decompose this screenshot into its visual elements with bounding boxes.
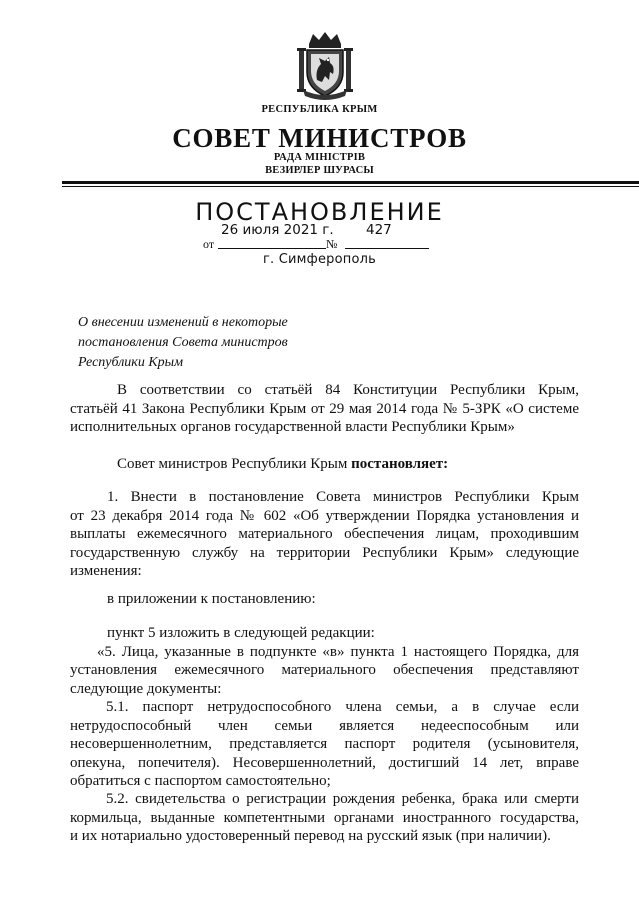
text-line: опекуна, попечителя). Несовершеннолетний, достигший 14 лет, вправе — [70, 754, 579, 771]
council-title-ukrainian: РАДА МІНІСТРІВ — [273, 152, 366, 163]
text-line: изменения: — [70, 563, 142, 579]
text-line: и их нотариально удостоверенный перевод на русский язык (при наличии). — [70, 828, 551, 844]
republic-name: РЕСПУБЛИКА КРЫМ — [261, 104, 378, 115]
text-line: статьёй 41 Закона Республики Крым от 29 мая 2014 года № 5-ЗРК «О системе — [70, 400, 579, 417]
number-underline — [345, 248, 429, 249]
text-line: 5.1. паспорт нетрудоспособного члена семьи, а в случае если — [106, 699, 579, 715]
point-5-2-paragraph — [70, 790, 579, 846]
text-line: несовершеннолетним, представляется паспорт родителя (усыновителя, — [70, 736, 579, 752]
text-line: выплаты ежемесячного материального обеспечения лицам, проходившим — [70, 526, 579, 542]
council-title: СОВЕТ МИНИСТРОВ — [172, 123, 467, 153]
text-line: от 23 декабря 2014 года № 602 «Об утверждении Порядка установления и — [70, 507, 579, 524]
point-5-paragraph — [70, 624, 579, 698]
council-title-crimean-tatar: ВЕЗИРЛЕР ШУРАСЫ — [265, 165, 374, 176]
text-line: следующие документы: — [70, 680, 222, 697]
text-line: исполнительных органов государственной власти Республики Крым» — [70, 419, 515, 435]
text-line: обратиться с паспортом самостоятельно; — [70, 773, 331, 789]
text-line: «5. Лица, указанные в подпункте «в» пункта 1 настоящего Порядка, для — [97, 643, 579, 660]
text-line: пункт 5 изложить в следующей редакции: — [107, 625, 375, 641]
from-label: от — [203, 237, 215, 251]
document-date: 26 июля 2021 г. — [221, 222, 334, 238]
item-1-paragraph — [70, 488, 579, 581]
text-line: нетрудоспособный член семьи является недееспособным или — [70, 717, 579, 734]
document-subject — [78, 313, 288, 373]
header-divider-thin — [62, 186, 639, 187]
number-label: № — [326, 237, 338, 251]
decree-verb: постановляет: — [351, 456, 449, 472]
text-line: кормильца, выданные компетентными органами иностранного государства, — [70, 809, 579, 826]
text-line: установления ежемесячного материального обеспечения представляют — [70, 662, 579, 678]
decree-line — [70, 455, 579, 474]
text-line: в приложении к постановлению: — [107, 591, 316, 607]
document-number: 427 — [366, 222, 392, 238]
subject-line: Республики Крым — [78, 355, 184, 370]
date-underline — [218, 248, 326, 249]
text-line: 1. Внести в постановление Совета министров Республики Крым — [107, 489, 579, 505]
text-line: государственную службу на территории Республики Крым» следующие — [70, 544, 579, 561]
text-line: В соответствии со статьёй 84 Конституции Республики Крым, — [117, 382, 579, 398]
decree-lead: Совет министров Республики Крым — [117, 456, 348, 472]
preamble-paragraph — [70, 381, 579, 437]
text-line: 5.2. свидетельства о регистрации рождения ребенка, брака или смерти — [106, 791, 579, 807]
point-5-1-paragraph — [70, 698, 579, 791]
header-divider-thick — [62, 181, 639, 184]
coat-of-arms-emblem — [295, 30, 355, 100]
subject-line: постановления Совета министров — [78, 335, 288, 350]
decree-paragraph — [70, 455, 579, 474]
document-type: ПОСТАНОВЛЕНИЕ — [195, 198, 444, 226]
subject-line: О внесении изменений в некоторые — [78, 315, 288, 330]
document-city: г. Симферополь — [263, 252, 376, 267]
appendix-paragraph — [70, 590, 579, 609]
